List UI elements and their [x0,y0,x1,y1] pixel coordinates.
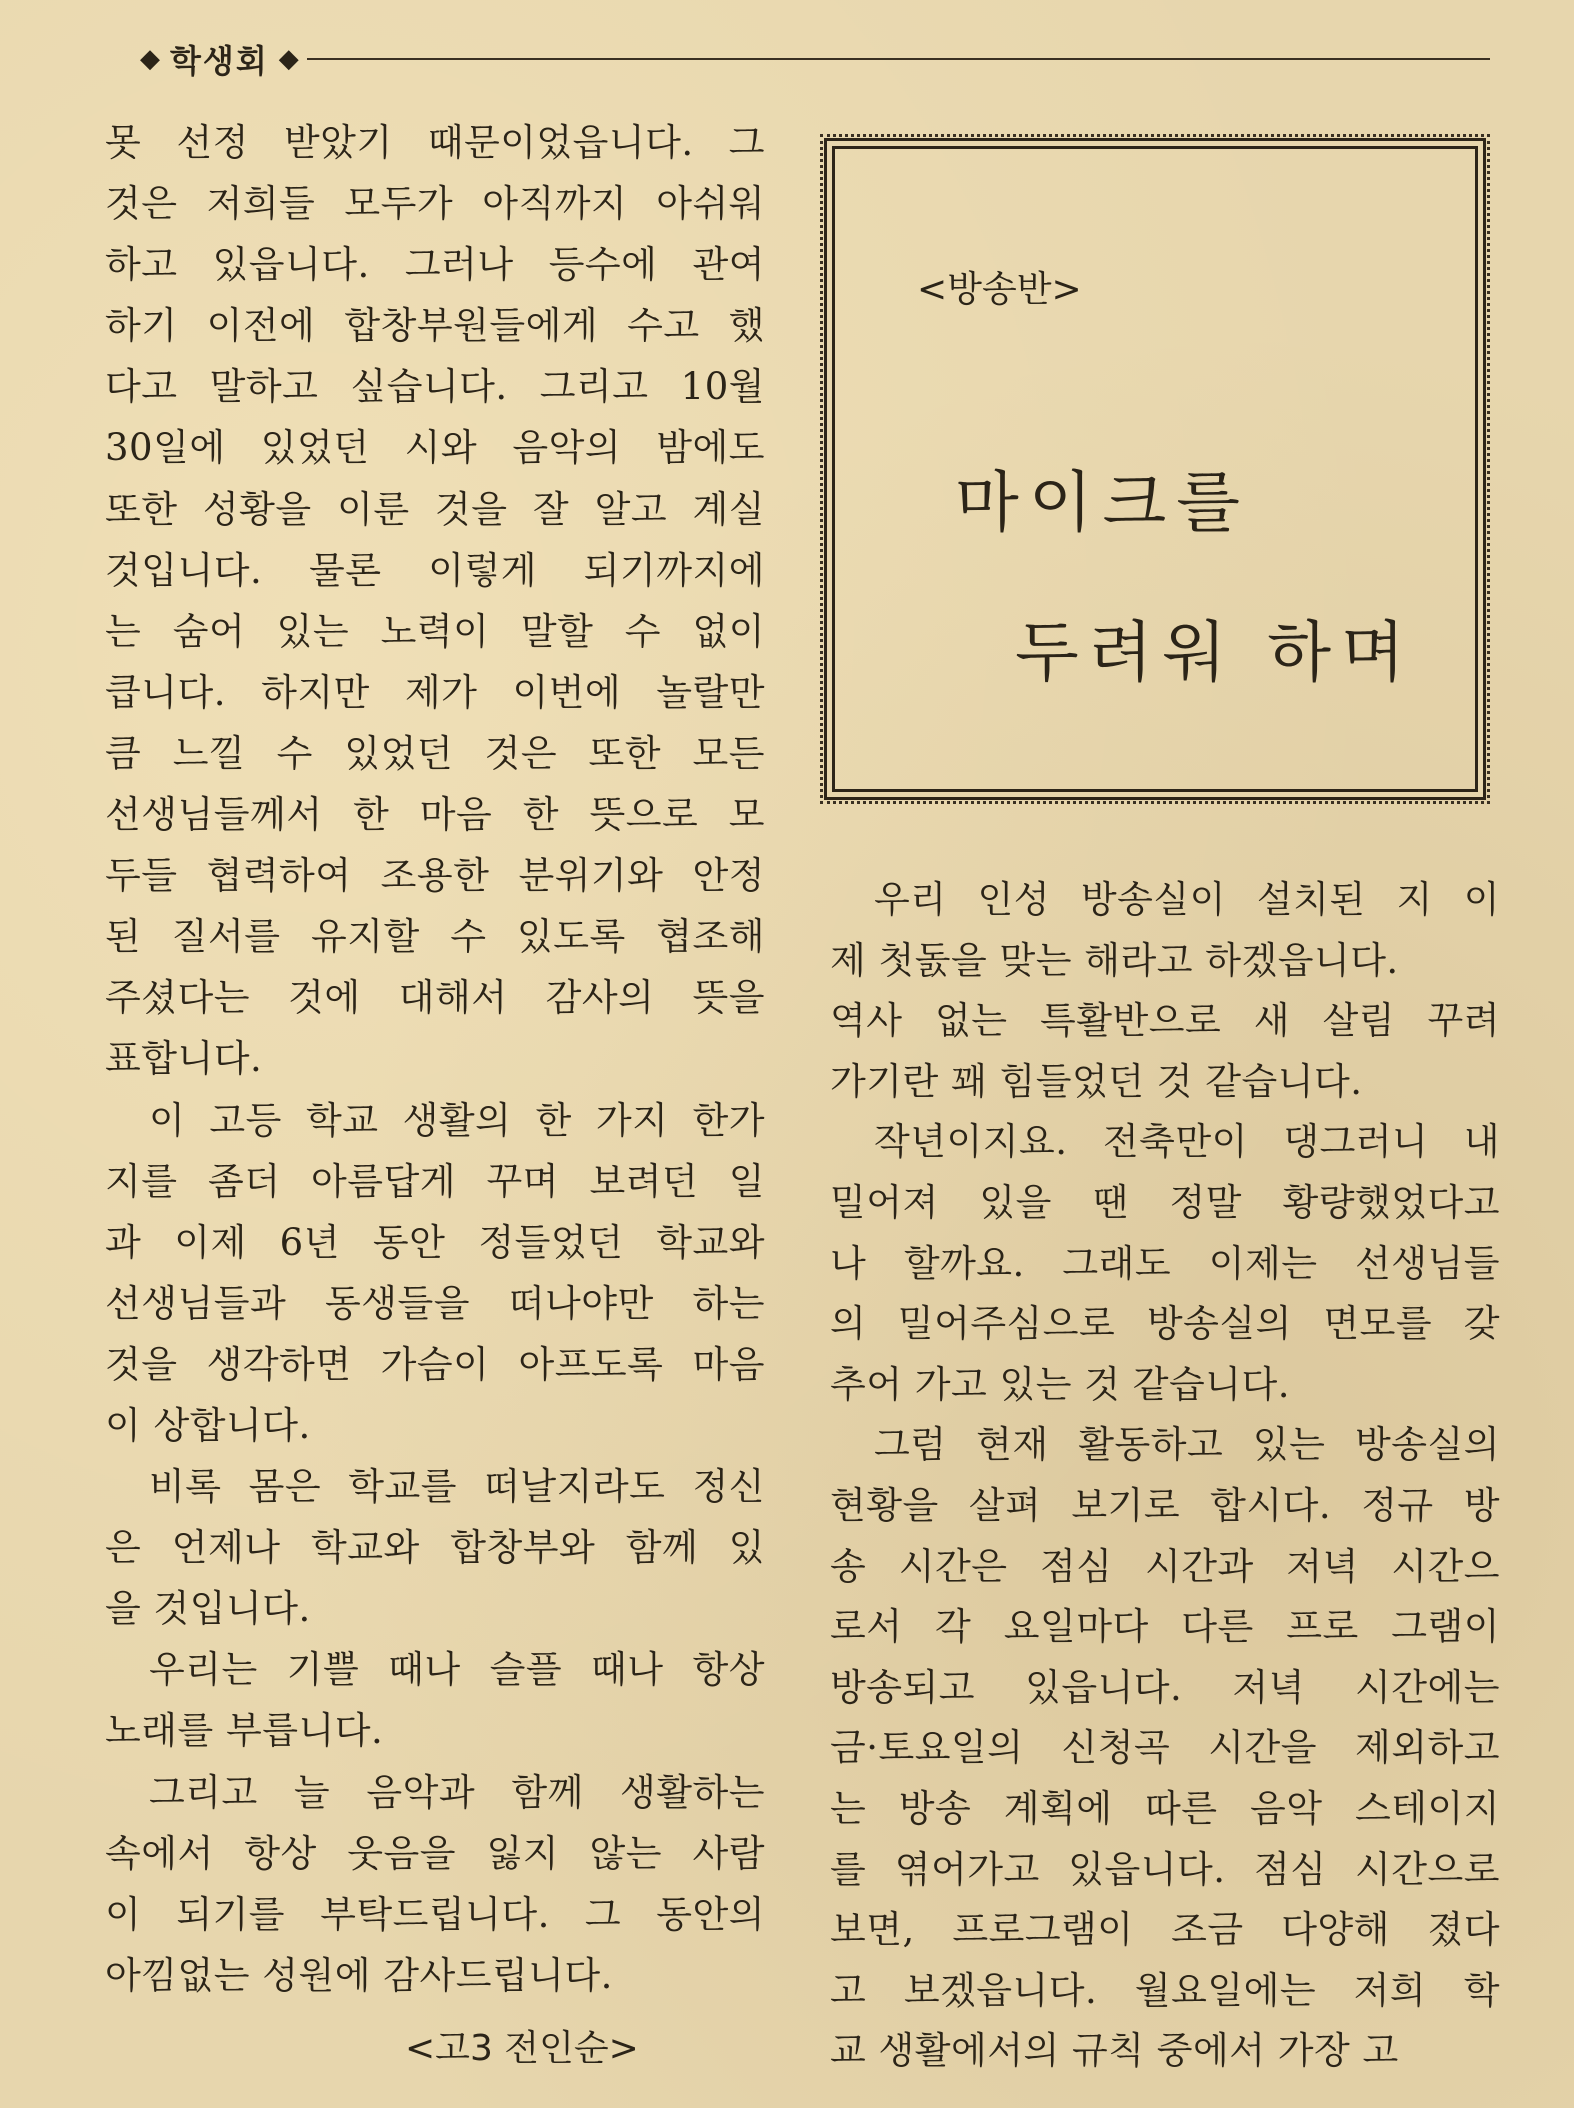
text-line: 큼 느낄 수 있었던 것은 또한 모든 [105,731,765,775]
text-line: 금·토요일의 신청곡 시간을 제외하고 [830,1726,1500,1770]
text-line: 이 고등 학교 생활의 한 가지 한가 [149,1098,765,1142]
text-line: 나 할까요. 그래도 이제는 선생님들 [830,1241,1500,1285]
section-title: 학생회 [170,42,269,80]
text-line: 의 밀어주심으로 방송실의 면모를 갖 [830,1302,1500,1346]
text-line: 또한 성황을 이룬 것을 잘 알고 계실 [105,487,765,531]
text-line: 우리는 기쁠 때나 슬플 때나 항상 [149,1648,765,1692]
text-line: 선생님들과 동생들을 떠나야만 하는 [105,1281,765,1325]
article-title-line-2: 두려워 하며 [1015,614,1415,691]
club-tag: <방송반> [917,269,1082,310]
text-line: 보면, 프로그램이 조금 다양해 졌다 [830,1908,1500,1952]
text-line: 를 엮어가고 있읍니다. 점심 시간으로 [830,1847,1500,1891]
text-line: 다고 말하고 싶습니다. 그리고 10월 [105,365,765,409]
text-line: 아낌없는 성원에 감사드립니다. [105,1953,613,1997]
text-line: 그럼 현재 활동하고 있는 방송실의 [874,1423,1500,1467]
author-signature: <고3 전인순> [405,2028,639,2069]
text-line: 그리고 늘 음악과 함께 생활하는 [149,1770,765,1814]
text-line: 작년이지요. 전축만이 댕그러니 내 [874,1120,1500,1164]
text-line: 로서 각 요일마다 다른 프로 그램이 [830,1605,1500,1649]
text-line: 는 방송 계획에 따른 음악 스테이지 [830,1786,1500,1830]
text-line: 추어 가고 있는 것 같습니다. [830,1362,1290,1406]
text-line: 표합니다. [105,1037,263,1081]
text-line: 은 언제나 학교와 합창부와 함께 있 [105,1526,765,1570]
page-header [140,34,1490,84]
article-title-line-1: 마이크를 [955,464,1251,541]
text-line: 큽니다. 하지만 제가 이번에 놀랄만 [105,670,765,714]
text-line: 고 보겠읍니다. 월요일에는 저희 학 [830,1968,1500,2012]
text-line: 주셨다는 것에 대해서 감사의 뜻을 [105,976,765,1020]
text-line: 지를 좀더 아름답게 꾸며 보려던 일 [105,1159,765,1203]
diamond-bullet-icon: ◆ [140,44,160,74]
text-line: 두들 협력하여 조용한 분위기와 안정 [105,854,765,898]
text-line: 는 숨어 있는 노력이 말할 수 없이 [105,609,765,653]
left-article-column [105,112,765,2006]
text-line: 가기란 꽤 힘들었던 것 같습니다. [830,1059,1363,1103]
text-line: 하기 이전에 합창부원들에게 수고 했 [105,304,765,348]
text-line: 현황을 살펴 보기로 합시다. 정규 방 [830,1483,1500,1527]
text-line: 비록 몸은 학교를 떠날지라도 정신 [149,1465,765,1509]
text-line: 역사 없는 특활반으로 새 살림 꾸려 [830,999,1500,1043]
text-line: 속에서 항상 웃음을 잃지 않는 사람 [105,1831,765,1875]
text-line: 선생님들께서 한 마음 한 뜻으로 모 [105,793,765,837]
text-line: 된 질서를 유지할 수 있도록 협조해 [105,915,765,959]
text-line: 하고 있읍니다. 그러나 등수에 관여 [105,243,765,287]
text-line: 밀어져 있을 땐 정말 황량했었다고 [830,1180,1500,1224]
text-line: 과 이제 6년 동안 정들었던 학교와 [105,1220,765,1264]
text-line: 이 되기를 부탁드립니다. 그 동안의 [105,1892,765,1936]
text-line: 우리 인성 방송실이 설치된 지 이 [874,878,1500,921]
article-title-box [832,146,1478,792]
diamond-bullet-icon: ◆ [278,44,299,74]
text-line: 방송되고 있읍니다. 저녁 시간에는 [830,1665,1500,1709]
header-rule [307,58,1490,60]
text-line: 30일에 있었던 시와 음악의 밤에도 [105,426,765,470]
text-line: 것입니다. 물론 이렇게 되기까지에 [105,548,765,592]
text-line: 못 선정 받았기 때문이었읍니다. 그 [105,121,765,164]
text-line: 것은 저희들 모두가 아직까지 아쉬워 [105,182,765,226]
text-line: 이 상합니다. [105,1403,311,1447]
text-line: 을 것입니다. [105,1587,311,1631]
text-line: 것을 생각하면 가슴이 아프도록 마음 [105,1342,765,1386]
text-line: 송 시간은 점심 시간과 저녁 시간으 [830,1544,1500,1588]
text-line: 노래를 부릅니다. [105,1709,384,1753]
text-line: 제 첫돐을 맞는 해라고 하겠읍니다. [830,938,1399,982]
right-article-column [830,870,1500,2082]
text-line: 교 생활에서의 규칙 중에서 가장 고 [830,2029,1399,2073]
